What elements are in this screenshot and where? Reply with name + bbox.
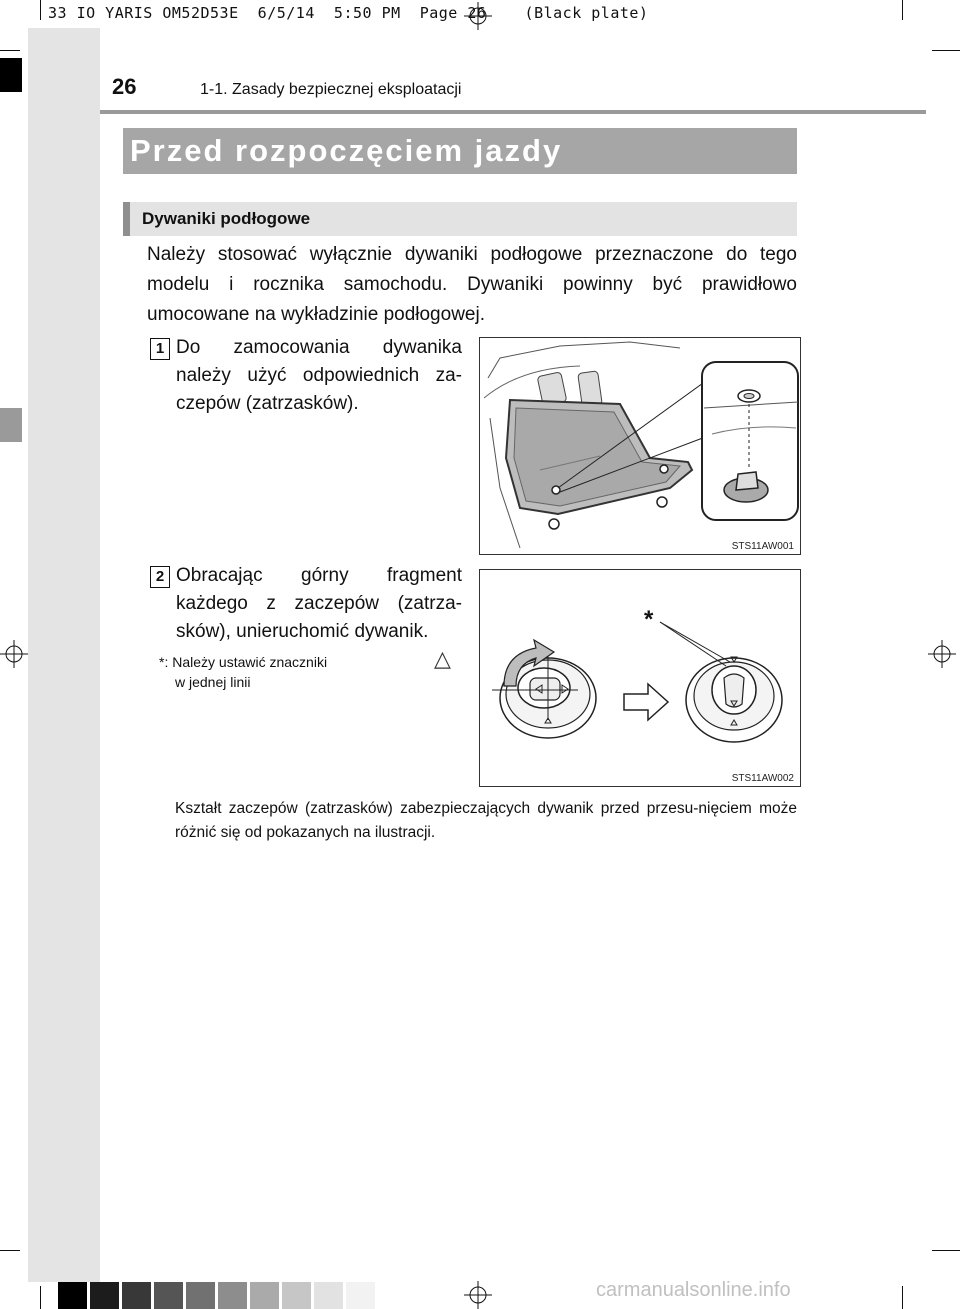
registration-mark [464,1281,492,1309]
color-swatch [186,1282,215,1309]
step-text: Obracając górny fragment każdego z zaczepów (zatrza-sków), unieruchomić dywanik. [176,565,462,642]
footnote-line1: Należy ustawić znaczniki [172,654,328,670]
crop-mark [0,50,20,51]
color-swatch [282,1282,311,1309]
step-number-badge: 2 [150,566,170,588]
step-number-badge: 1 [150,338,170,360]
color-swatch [90,1282,119,1309]
running-head: 1-1. Zasady bezpiecznej eksploatacji [200,81,462,98]
crop-mark [932,50,960,51]
registration-mark [0,640,28,668]
bottom-note: Kształt zaczepów (zatrzasków) zabezpieczających dywanik przed przesu-nięciem może różnić się od pokazanych na ilustracji. [175,800,797,841]
step-text: Do zamocowania dywanika należy użyć odpowiednich za-czepów (zatrzasków). [176,337,462,414]
crop-mark [0,1250,20,1251]
floor-mat-illustration [480,338,800,554]
chapter-tab [0,58,22,92]
color-swatch [58,1282,87,1309]
watermark: carmanualsonline.info [596,1279,791,1301]
clip-rotation-illustration [480,570,800,786]
color-swatch [154,1282,183,1309]
triangle-mark-icon: △ [434,646,451,671]
callout-marker: * [644,606,654,633]
section-title: Przed rozpoczęciem jazdy [130,133,563,168]
registration-mark [464,2,492,30]
figure-floor-mat [479,337,801,555]
color-swatch [250,1282,279,1309]
color-swatch [314,1282,343,1309]
footnote [159,652,449,692]
figure-clip-rotation [479,569,801,787]
subsection-accent [123,202,130,236]
crop-mark [40,1286,41,1309]
figure-code: STS11AW002 [731,773,794,784]
color-swatch [122,1282,151,1309]
subsection-title: Dywaniki podłogowe [142,209,311,228]
crop-mark [902,0,903,20]
margin-strip [28,28,100,1282]
footnote-marker: *: [159,654,169,670]
color-swatch [218,1282,247,1309]
registration-mark [928,640,956,668]
crop-mark [902,1286,903,1309]
print-slug: 33 IO YARIS OM52D53E 6/5/14 5:50 PM Page 26 (Black plate) [48,4,649,22]
chapter-tab-secondary [0,408,22,442]
crop-mark [40,0,41,20]
footnote-line2: w jednej linii [175,674,251,690]
intro-paragraph: Należy stosować wyłącznie dywaniki podłogowe przeznaczone do tego modelu i rocznika samochodu. Dywaniki powinny być prawidłowo umocowane na wykładzinie podłogowej. [147,244,797,325]
header-rule [100,110,926,114]
page-number: 26 [112,74,137,99]
crop-mark [932,1250,960,1251]
figure-code: STS11AW001 [731,541,794,552]
color-swatch [346,1282,375,1309]
